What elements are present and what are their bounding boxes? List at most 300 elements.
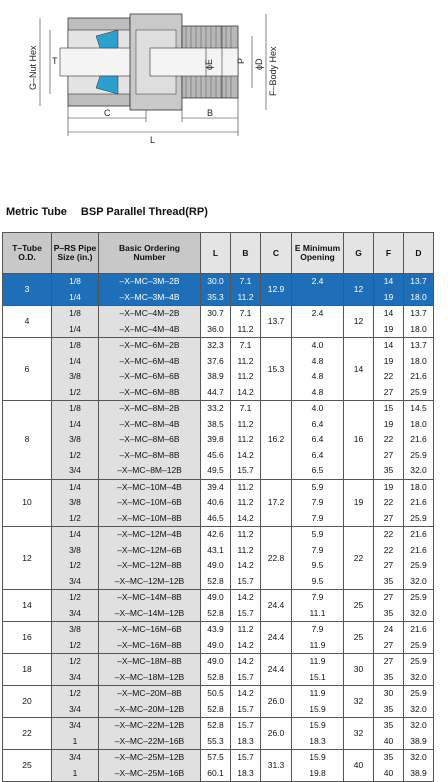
pipe-size: 1/8 bbox=[69, 276, 81, 286]
dim-f-cell bbox=[374, 306, 404, 338]
dim-l: 57.5 bbox=[207, 752, 224, 762]
dim-d-cell bbox=[404, 274, 434, 306]
dim-d-cell bbox=[404, 527, 434, 590]
pipe-size-cell bbox=[52, 622, 99, 654]
ordering-number: –X–MC–10M–4B bbox=[117, 481, 182, 492]
dim-f: 19 bbox=[383, 291, 394, 302]
table-row[interactable] bbox=[3, 338, 434, 401]
label-g-nut-hex: G–Nut Hex bbox=[28, 45, 38, 90]
dim-b: 14.2 bbox=[237, 449, 254, 460]
dim-d-cell bbox=[404, 590, 434, 622]
ordering-number: –X–MC–8M–4B bbox=[119, 418, 180, 429]
dim-e-cell bbox=[292, 401, 344, 480]
dim-e: 5.9 bbox=[311, 481, 324, 492]
dim-e: 11.1 bbox=[309, 607, 326, 618]
pipe-size: 1/2 bbox=[69, 688, 81, 698]
dim-b: 11.2 bbox=[237, 371, 254, 381]
ordering-number: –X–MC–12M–8B bbox=[117, 560, 182, 570]
dim-e-cell bbox=[292, 479, 344, 527]
dim-b-cell bbox=[231, 479, 261, 527]
ordering-number: –X–MC–18M–12B bbox=[114, 671, 185, 682]
dim-b: 14.2 bbox=[237, 592, 254, 602]
dim-l: 43.9 bbox=[207, 624, 224, 634]
dim-c: 16.2 bbox=[261, 401, 292, 480]
table-row[interactable] bbox=[3, 590, 434, 622]
header-f: F bbox=[374, 233, 404, 274]
dim-g: 40 bbox=[344, 750, 374, 782]
pipe-size: 3/8 bbox=[69, 624, 81, 634]
dim-e: 2.4 bbox=[311, 308, 324, 318]
table-row[interactable] bbox=[3, 274, 434, 306]
label-f-body-hex: F–Body Hex bbox=[268, 46, 278, 96]
dim-g: 32 bbox=[344, 718, 374, 750]
dim-d-cell bbox=[404, 622, 434, 654]
ordering-number: –X–MC–8M–6B bbox=[119, 434, 180, 444]
dim-l-cell bbox=[201, 401, 231, 480]
pipe-size: 3/8 bbox=[69, 544, 81, 555]
dim-f: 27 bbox=[383, 592, 394, 602]
dim-l: 45.6 bbox=[207, 449, 224, 460]
dim-d: 18.0 bbox=[410, 323, 427, 334]
dim-b: 15.7 bbox=[237, 607, 254, 618]
header-t-tube: T–Tube O.D. bbox=[3, 233, 52, 274]
dim-l-cell bbox=[201, 479, 231, 527]
dim-c: 26.0 bbox=[261, 686, 292, 718]
dim-f-cell bbox=[374, 686, 404, 718]
dim-b: 11.2 bbox=[237, 355, 254, 366]
pipe-size: 3/8 bbox=[69, 434, 81, 444]
dim-b: 15.7 bbox=[237, 575, 254, 586]
ordering-number: –X–MC–6M–8B bbox=[119, 386, 180, 397]
table-header-row bbox=[3, 233, 434, 274]
tube-od: 8 bbox=[3, 401, 52, 480]
dim-e-cell bbox=[292, 338, 344, 401]
dim-f: 27 bbox=[383, 656, 394, 666]
dim-e: 2.4 bbox=[311, 276, 324, 286]
pipe-size: 3/4 bbox=[69, 752, 81, 762]
dim-l: 52.8 bbox=[207, 703, 224, 714]
ordering-number: –X–MC–20M–8B bbox=[117, 688, 182, 698]
dim-b: 18.3 bbox=[237, 735, 254, 746]
pipe-size: 1/4 bbox=[69, 323, 81, 334]
pipe-size: 1/8 bbox=[69, 308, 81, 318]
dim-c: 31.3 bbox=[261, 750, 292, 782]
dim-g: 25 bbox=[344, 622, 374, 654]
ordering-number: –X–MC–6M–2B bbox=[119, 340, 180, 350]
dim-l: 30.7 bbox=[207, 308, 224, 318]
dim-b-cell bbox=[231, 654, 261, 686]
dim-c: 15.3 bbox=[261, 338, 292, 401]
ordering-number-cell bbox=[99, 527, 201, 590]
ordering-number-cell bbox=[99, 750, 201, 782]
dim-f: 19 bbox=[383, 481, 394, 492]
dim-l-cell bbox=[201, 686, 231, 718]
dim-e: 11.9 bbox=[309, 656, 326, 666]
tube-od: 4 bbox=[3, 306, 52, 338]
dim-d: 21.6 bbox=[410, 624, 427, 634]
dim-b-cell bbox=[231, 622, 261, 654]
tube-od: 3 bbox=[3, 274, 52, 306]
dim-d: 25.9 bbox=[410, 688, 427, 698]
dim-f-cell bbox=[374, 401, 404, 480]
label-e: ϕE bbox=[204, 58, 214, 70]
dim-l: 33.2 bbox=[207, 403, 224, 413]
header-l: L bbox=[201, 233, 231, 274]
pipe-size-cell bbox=[52, 654, 99, 686]
pipe-size: 1/2 bbox=[69, 656, 81, 666]
dim-c: 24.4 bbox=[261, 590, 292, 622]
ordering-number: –X–MC–25M–12B bbox=[114, 752, 185, 762]
header-p-rs: P–RS Pipe Size (in.) bbox=[52, 233, 99, 274]
ordering-number: –X–MC–16M–6B bbox=[117, 624, 182, 634]
dim-f-cell bbox=[374, 718, 404, 750]
dim-e bbox=[292, 290, 343, 306]
header-g: G bbox=[344, 233, 374, 274]
pipe-size: 1/2 bbox=[69, 449, 81, 460]
header-ordering-number: Basic Ordering Number bbox=[99, 233, 201, 274]
table-row[interactable] bbox=[3, 306, 434, 338]
pipe-size-cell bbox=[52, 479, 99, 527]
table-row[interactable] bbox=[3, 622, 434, 654]
dim-b: 7.1 bbox=[239, 403, 252, 413]
ordering-number: –X–MC–3M–2B bbox=[119, 276, 180, 286]
pipe-size-cell bbox=[52, 401, 99, 480]
pipe-size-cell bbox=[52, 750, 99, 782]
dim-b: 15.7 bbox=[237, 752, 254, 762]
table-row[interactable] bbox=[3, 686, 434, 718]
tube-od: 10 bbox=[3, 479, 52, 527]
dim-f: 27 bbox=[383, 449, 394, 460]
table-row[interactable] bbox=[3, 527, 434, 590]
dim-f: 14 bbox=[383, 308, 394, 318]
dim-l: 38.9 bbox=[207, 371, 224, 381]
pipe-size-cell bbox=[52, 527, 99, 590]
dim-f-cell bbox=[374, 338, 404, 401]
table-body bbox=[3, 274, 434, 782]
dim-l: 43.1 bbox=[207, 544, 224, 555]
dim-f: 35 bbox=[383, 607, 394, 618]
dim-b: 18.3 bbox=[237, 767, 254, 778]
dim-d: 18.0 bbox=[410, 291, 427, 302]
table-row[interactable] bbox=[3, 654, 434, 686]
ordering-number-cell bbox=[99, 274, 201, 306]
dim-e: 18.3 bbox=[309, 735, 326, 746]
dim-f: 40 bbox=[383, 767, 394, 778]
label-c: C bbox=[104, 108, 111, 118]
ordering-number-cell bbox=[99, 654, 201, 686]
dim-b: 11.2 bbox=[237, 418, 254, 429]
dim-b: 7.1 bbox=[239, 308, 252, 318]
section-heading bbox=[6, 206, 208, 218]
dim-b: 15.7 bbox=[237, 465, 254, 475]
pipe-size: 1/4 bbox=[69, 481, 81, 492]
pipe-size-cell bbox=[52, 338, 99, 401]
dim-b-cell bbox=[231, 306, 261, 338]
dim-d: 38.9 bbox=[410, 735, 427, 746]
dim-b-cell bbox=[231, 750, 261, 782]
dim-b: 14.2 bbox=[237, 560, 254, 570]
dim-l-cell bbox=[201, 750, 231, 782]
header-d: D bbox=[404, 233, 434, 274]
dim-e: 7.9 bbox=[311, 592, 324, 602]
ordering-number-cell bbox=[99, 686, 201, 718]
dim-d: 13.7 bbox=[410, 340, 427, 350]
dim-g: 32 bbox=[344, 686, 374, 718]
dim-l: 55.3 bbox=[207, 735, 224, 746]
dim-b: 15.7 bbox=[237, 720, 254, 730]
dim-l-cell bbox=[201, 306, 231, 338]
dim-e-cell bbox=[292, 590, 344, 622]
dim-e: 19.8 bbox=[309, 767, 326, 778]
dim-b: 14.2 bbox=[237, 688, 254, 698]
ordering-number: –X–MC–22M–12B bbox=[114, 720, 185, 730]
dim-b-cell bbox=[231, 718, 261, 750]
pipe-size: 3/4 bbox=[69, 703, 81, 714]
dim-d: 32.0 bbox=[410, 703, 427, 714]
dim-d: 32.0 bbox=[410, 465, 427, 475]
dim-f: 27 bbox=[383, 560, 394, 570]
dim-g: 12 bbox=[344, 306, 374, 338]
ordering-number: –X–MC–14M–8B bbox=[117, 592, 182, 602]
dim-e-cell bbox=[292, 750, 344, 782]
dim-e: 15.9 bbox=[309, 703, 326, 714]
ordering-number-cell bbox=[99, 590, 201, 622]
ordering-number: –X–MC–14M–12B bbox=[114, 607, 185, 618]
dim-e: 7.9 bbox=[311, 544, 324, 555]
label-l: L bbox=[150, 135, 156, 145]
dim-l: 39.8 bbox=[207, 434, 224, 444]
dim-g: 12 bbox=[344, 274, 374, 306]
dim-f: 35 bbox=[383, 575, 394, 586]
dim-e: 7.9 bbox=[311, 512, 324, 523]
dim-l-cell bbox=[201, 527, 231, 590]
pipe-size: 1/4 bbox=[69, 355, 81, 366]
dim-e: 6.4 bbox=[311, 418, 324, 429]
dim-e: 4.0 bbox=[311, 403, 324, 413]
heading-title: Metric Tube bbox=[6, 206, 67, 218]
ordering-number: –X–MC–12M–4B bbox=[117, 529, 182, 539]
dim-d-cell bbox=[404, 718, 434, 750]
pipe-size: 1/2 bbox=[69, 512, 81, 523]
dim-b: 14.2 bbox=[237, 512, 254, 523]
dim-f: 22 bbox=[383, 434, 394, 444]
dim-c: 12.9 bbox=[261, 274, 292, 306]
dim-g: 14 bbox=[344, 338, 374, 401]
dim-e-cell bbox=[292, 718, 344, 750]
dim-d-cell bbox=[404, 654, 434, 686]
dim-e-cell bbox=[292, 622, 344, 654]
tube-od: 22 bbox=[3, 718, 52, 750]
pipe-size: 1/2 bbox=[69, 386, 81, 397]
dim-f: 19 bbox=[383, 355, 394, 366]
ordering-number: –X–MC–20M–12B bbox=[114, 703, 185, 714]
dim-d: 25.9 bbox=[410, 512, 427, 523]
dim-l: 52.8 bbox=[207, 607, 224, 618]
dim-d: 32.0 bbox=[410, 575, 427, 586]
dim-d: 25.9 bbox=[410, 449, 427, 460]
ordering-number: –X–MC–6M–4B bbox=[119, 355, 180, 366]
pipe-size: 1/4 bbox=[69, 418, 81, 429]
dim-l: 35.3 bbox=[207, 291, 224, 302]
dim-d: 21.6 bbox=[410, 529, 427, 539]
dim-d-cell bbox=[404, 306, 434, 338]
dim-l: 44.7 bbox=[207, 386, 224, 397]
header-c: C bbox=[261, 233, 292, 274]
table-row[interactable] bbox=[3, 718, 434, 750]
dim-f: 30 bbox=[383, 688, 394, 698]
dim-f-cell bbox=[374, 479, 404, 527]
dim-e-cell bbox=[292, 306, 344, 338]
dim-f: 24 bbox=[383, 624, 394, 634]
ordering-number: –X–MC–4M–2B bbox=[119, 308, 180, 318]
table-row[interactable] bbox=[3, 479, 434, 527]
dim-b: 7.1 bbox=[239, 340, 252, 350]
dim-l-cell bbox=[201, 654, 231, 686]
dim-c: 22.8 bbox=[261, 527, 292, 590]
dim-b: 11.2 bbox=[237, 624, 254, 634]
dim-e: 5.9 bbox=[311, 529, 324, 539]
dim-l: 42.6 bbox=[207, 529, 224, 539]
pipe-size: 3/8 bbox=[69, 497, 81, 507]
dim-l: 49.0 bbox=[207, 639, 224, 650]
table-row[interactable] bbox=[3, 401, 434, 480]
ordering-number: –X–MC–16M–8B bbox=[117, 639, 182, 650]
dim-l: 49.0 bbox=[207, 656, 224, 666]
tube-od: 25 bbox=[3, 750, 52, 782]
pipe-size: 1 bbox=[72, 767, 78, 778]
ordering-number: –X–MC–8M–8B bbox=[119, 449, 180, 460]
pipe-size-cell bbox=[52, 718, 99, 750]
pipe-size: 1/2 bbox=[69, 639, 81, 650]
table-row[interactable] bbox=[3, 750, 434, 782]
tube-od: 20 bbox=[3, 686, 52, 718]
ordering-number: –X–MC–10M–6B bbox=[117, 497, 182, 507]
dim-e: 11.9 bbox=[309, 688, 326, 698]
dim-g: 19 bbox=[344, 479, 374, 527]
ordering-number-cell bbox=[99, 401, 201, 480]
dim-e: 4.8 bbox=[311, 355, 324, 366]
dim-d: 32.0 bbox=[410, 671, 427, 682]
dim-b-cell bbox=[231, 401, 261, 480]
tube-od: 12 bbox=[3, 527, 52, 590]
dim-f: 22 bbox=[383, 529, 394, 539]
dim-l-cell bbox=[201, 718, 231, 750]
dim-d: 25.9 bbox=[410, 592, 427, 602]
dim-d: 38.9 bbox=[410, 767, 427, 778]
ordering-number: –X–MC–3M–4B bbox=[119, 291, 180, 302]
tube-od: 14 bbox=[3, 590, 52, 622]
dim-b-cell bbox=[231, 686, 261, 718]
dim-b: 11.2 bbox=[237, 434, 254, 444]
dim-l: 38.5 bbox=[207, 418, 224, 429]
dim-b: 11.2 bbox=[237, 323, 254, 334]
label-d: ϕD bbox=[254, 58, 264, 70]
dim-l: 30.0 bbox=[207, 276, 224, 286]
pipe-size-cell bbox=[52, 274, 99, 306]
tube-od: 6 bbox=[3, 338, 52, 401]
dim-c: 13.7 bbox=[261, 306, 292, 338]
dim-e: 7.9 bbox=[311, 497, 324, 507]
dim-d: 32.0 bbox=[410, 607, 427, 618]
pipe-size: 3/4 bbox=[69, 720, 81, 730]
dim-e-cell bbox=[292, 686, 344, 718]
ordering-number: –X–MC–12M–12B bbox=[114, 575, 185, 586]
dim-d: 21.6 bbox=[410, 434, 427, 444]
dim-b: 15.7 bbox=[237, 703, 254, 714]
pipe-size-cell bbox=[52, 306, 99, 338]
dim-f: 22 bbox=[383, 497, 394, 507]
dim-c: 17.2 bbox=[261, 479, 292, 527]
dim-d-cell bbox=[404, 338, 434, 401]
dim-d: 13.7 bbox=[410, 308, 427, 318]
dim-l: 52.8 bbox=[207, 575, 224, 586]
label-p: P bbox=[236, 57, 246, 64]
header-e: E Minimum Opening bbox=[292, 233, 344, 274]
dim-f: 40 bbox=[383, 735, 394, 746]
dim-c: 24.4 bbox=[261, 622, 292, 654]
header-b: B bbox=[231, 233, 261, 274]
ordering-number-cell bbox=[99, 718, 201, 750]
dim-g: 22 bbox=[344, 527, 374, 590]
pipe-size: 1 bbox=[72, 735, 78, 746]
pipe-size: 1/2 bbox=[69, 560, 81, 570]
dim-b: 14.2 bbox=[237, 386, 254, 397]
dim-e: 15.9 bbox=[309, 752, 326, 762]
dim-f: 35 bbox=[383, 465, 394, 475]
dim-f-cell bbox=[374, 527, 404, 590]
ordering-number: –X–MC–22M–16B bbox=[114, 735, 185, 746]
ordering-number-cell bbox=[99, 306, 201, 338]
dim-f: 15 bbox=[383, 403, 394, 413]
dim-f-cell bbox=[374, 622, 404, 654]
dim-f: 19 bbox=[383, 418, 394, 429]
dim-f: 14 bbox=[383, 340, 394, 350]
dim-d-cell bbox=[404, 401, 434, 480]
dim-e: 4.8 bbox=[311, 386, 324, 397]
dim-f: 35 bbox=[383, 720, 394, 730]
dim-d: 21.6 bbox=[410, 544, 427, 555]
dim-d: 21.6 bbox=[410, 371, 427, 381]
dim-l-cell bbox=[201, 622, 231, 654]
dim-l: 39.4 bbox=[207, 481, 224, 492]
fitting-drawing bbox=[0, 0, 448, 150]
dim-f: 14 bbox=[383, 276, 394, 286]
ordering-number: –X–MC–25M–16B bbox=[114, 767, 185, 778]
ordering-number-cell bbox=[99, 479, 201, 527]
ordering-number: –X–MC–8M–2B bbox=[119, 403, 180, 413]
dim-e: 15.9 bbox=[309, 720, 326, 730]
dim-f: 35 bbox=[383, 703, 394, 714]
dim-l: 50.5 bbox=[207, 688, 224, 698]
label-b: B bbox=[207, 108, 214, 118]
dim-g: 25 bbox=[344, 590, 374, 622]
dim-d-cell bbox=[404, 479, 434, 527]
dim-d: 21.6 bbox=[410, 497, 427, 507]
pipe-size: 1/2 bbox=[69, 592, 81, 602]
ordering-number-cell bbox=[99, 338, 201, 401]
dim-e: 6.4 bbox=[311, 434, 324, 444]
dim-f: 19 bbox=[383, 323, 394, 334]
dim-b-cell bbox=[231, 338, 261, 401]
dim-e: 9.5 bbox=[311, 575, 324, 586]
dim-l: 52.8 bbox=[207, 720, 224, 730]
dim-l: 40.6 bbox=[207, 497, 224, 507]
pipe-size: 3/4 bbox=[69, 465, 81, 475]
dim-l: 49.0 bbox=[207, 560, 224, 570]
dim-d: 25.9 bbox=[410, 386, 427, 397]
dim-d: 25.9 bbox=[410, 560, 427, 570]
ordering-number-cell bbox=[99, 622, 201, 654]
